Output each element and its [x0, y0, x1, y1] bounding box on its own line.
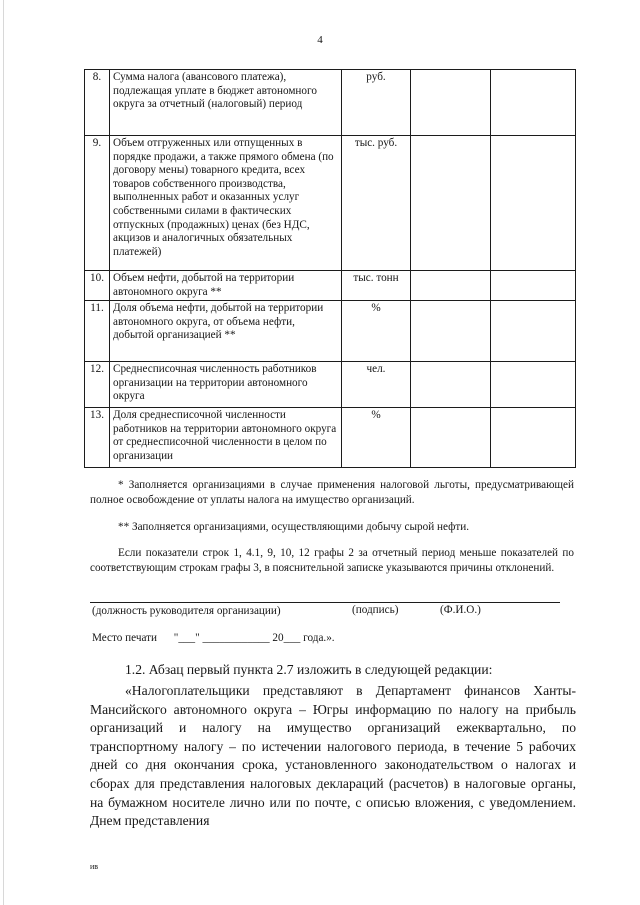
indicators-table [84, 69, 576, 468]
row-indicator-name: Среднесписочная численность работников организации на территории автономного округа [109, 362, 341, 408]
row-number: 12. [85, 362, 110, 408]
signature-line [90, 602, 560, 603]
page-edge [3, 0, 4, 905]
table-row [85, 408, 576, 468]
row-value-current [411, 136, 491, 271]
row-indicator-name: Объем отгруженных или отпущенных в порядке продажи, а также прямого обмена (по договору мены) товарного кредита, всех товаров собственного производства, выполненных работ и оказанных услуг собственными силами в фактических отпускных (продажных) ценах (без НДС, акцизов и аналогичных обязательных платежей) [109, 136, 341, 271]
row-number: 10. [85, 271, 110, 301]
row-value-previous [491, 301, 576, 362]
table-row [85, 136, 576, 271]
stamp-date-line: Место печати "___" ____________ 20___ года.». [92, 632, 335, 644]
row-value-previous [491, 70, 576, 136]
row-number: 13. [85, 408, 110, 468]
signature-name-caption: (Ф.И.О.) [440, 604, 481, 616]
row-unit: тыс. тонн [341, 271, 411, 301]
signature-role-caption: (должность руководителя организации) [92, 605, 281, 617]
footnote-tax-relief: * Заполняется организациями в случае применения налоговой льготы, предусматривающей полное освобождение от уплаты налога на имущество организаций. [90, 479, 574, 506]
row-value-previous [491, 362, 576, 408]
row-value-current [411, 408, 491, 468]
row-value-previous [491, 271, 576, 301]
row-number: 8. [85, 70, 110, 136]
amendment-text: «Налогоплательщики представляют в Департамент финансов Ханты-Мансийского автономного округа – Югры информацию по налогу на прибыль организаций и налогу на имущество организаций ежеквартально, по транспортному налогу – по истечении налогового периода, в течение 5 рабочих дней со дня окончания срока, установленного законодательством о налогах и сборах для представления налоговых деклараций (расчетов) в налоговые органы, на бумажном носителе лично или по почте, с описью вложения, с уведомлением. Днем представления [90, 683, 576, 829]
table-row [85, 271, 576, 301]
table-row [85, 70, 576, 136]
row-value-previous [491, 136, 576, 271]
row-unit: руб. [341, 70, 411, 136]
row-value-current [411, 362, 491, 408]
row-unit: чел. [341, 362, 411, 408]
row-number: 9. [85, 136, 110, 271]
signature-sign-caption: (подпись) [352, 604, 399, 616]
row-indicator-name: Доля объема нефти, добытой на территории автономного округа, от объема нефти, добытой организацией ** [109, 301, 341, 362]
page-number: 4 [317, 34, 323, 46]
row-number: 11. [85, 301, 110, 362]
footer-mark: ив [90, 862, 99, 871]
row-value-current [411, 271, 491, 301]
row-unit: % [341, 301, 411, 362]
footnote-oil-producers: ** Заполняется организациями, осуществляющими добычу сырой нефти. [118, 521, 469, 533]
table-row [85, 301, 576, 362]
table-row [85, 362, 576, 408]
row-indicator-name: Объем нефти, добытой на территории автономного округа ** [109, 271, 341, 301]
row-value-previous [491, 408, 576, 468]
row-indicator-name: Сумма налога (авансового платежа), подлежащая уплате в бюджет автономного округа за отчетный (налоговый) период [109, 70, 341, 136]
row-value-current [411, 301, 491, 362]
amendment-heading: 1.2. Абзац первый пункта 2.7 изложить в следующей редакции: [125, 662, 493, 677]
row-unit: % [341, 408, 411, 468]
row-indicator-name: Доля среднесписочной численности работников на территории автономного округа от среднесписочной численности в целом по организации [109, 408, 341, 468]
explanatory-note-instruction: Если показатели строк 1, 4.1, 9, 10, 12 графы 2 за отчетный период меньше показателей по соответствующим строкам графы 3, в пояснительной записке указываются причины отклонений. [90, 547, 574, 574]
row-unit: тыс. руб. [341, 136, 411, 271]
row-value-current [411, 70, 491, 136]
